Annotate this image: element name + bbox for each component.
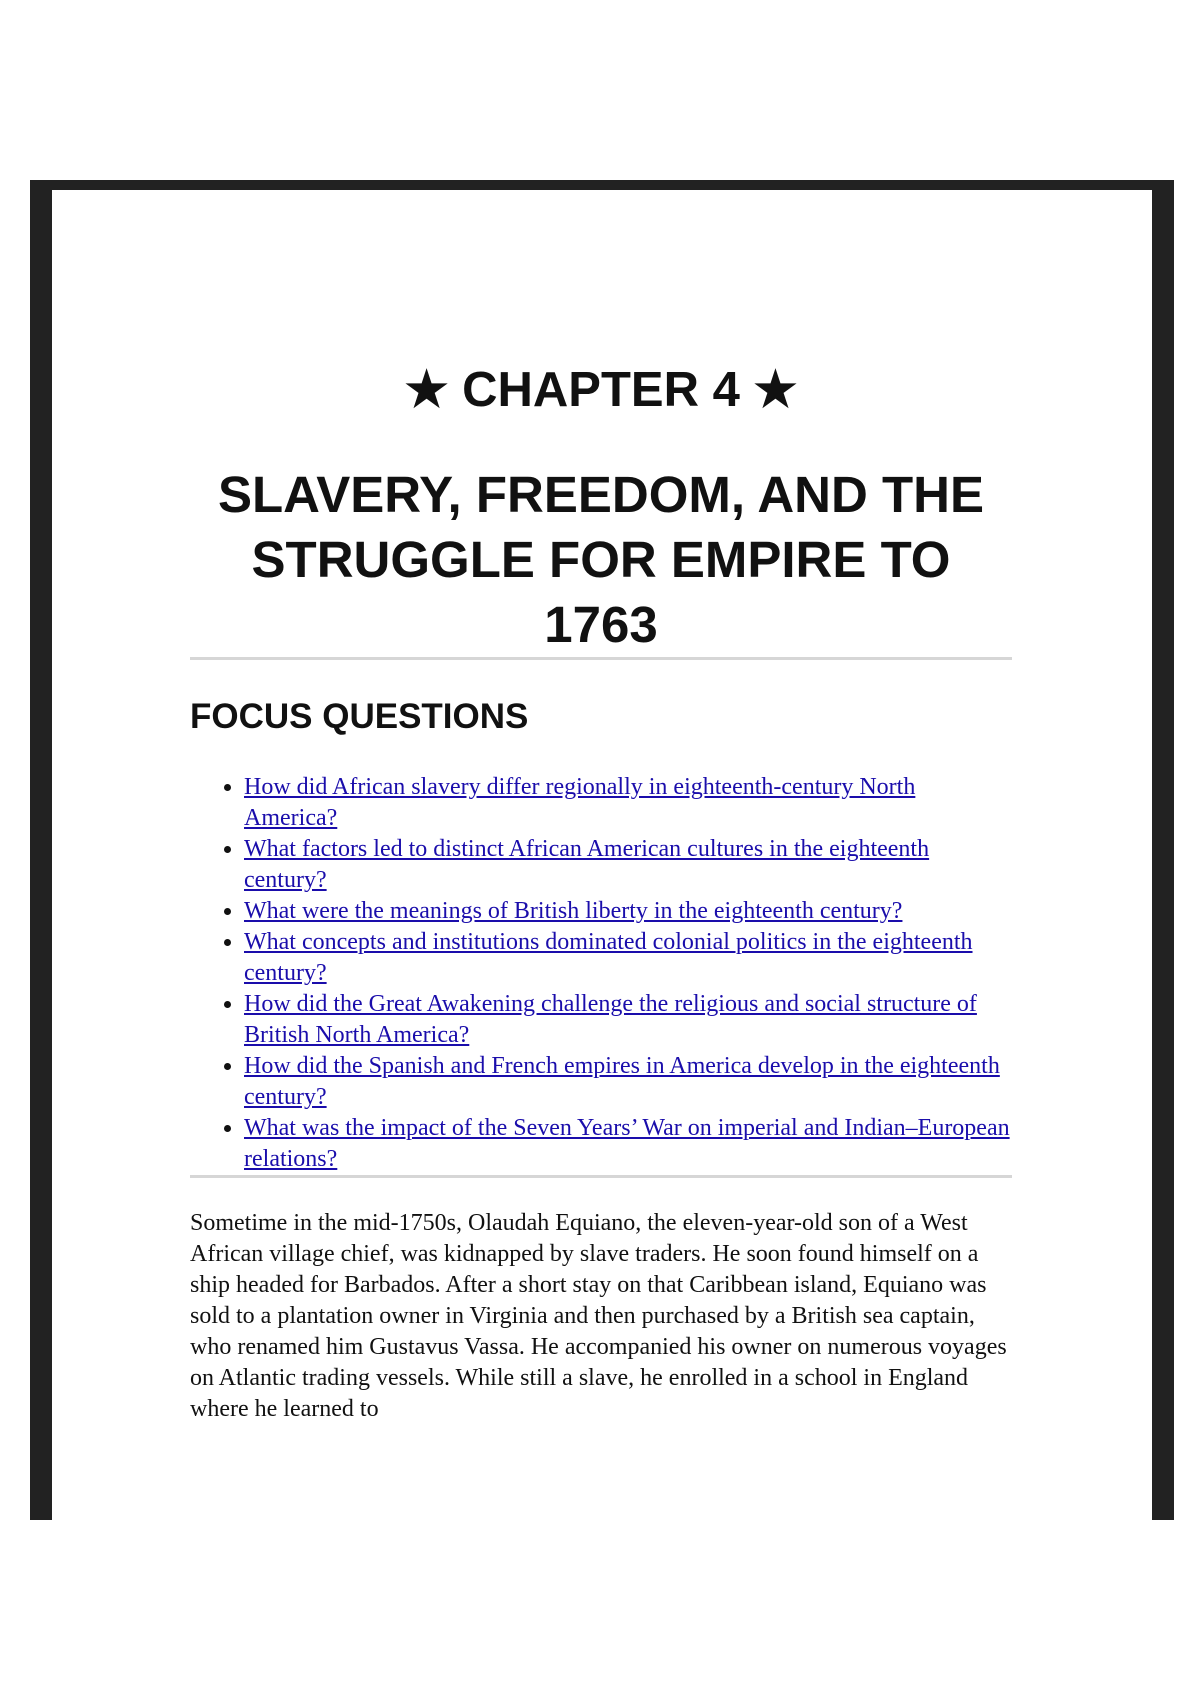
focus-question-link-6[interactable]: How did the Spanish and French empires in America develop in the eighteenth century?	[244, 1053, 1000, 1110]
focus-question-link-7[interactable]: What was the impact of the Seven Years’ War on imperial and Indian–European relations?	[244, 1115, 1010, 1172]
list-item	[244, 927, 1012, 989]
focus-question-link-2[interactable]: What factors led to distinct African American cultures in the eighteenth century?	[244, 836, 930, 893]
divider	[190, 657, 1012, 660]
list-item	[244, 1113, 1012, 1175]
page-frame	[30, 180, 1174, 1520]
page-content	[190, 190, 1012, 1425]
focus-question-link-4[interactable]: What concepts and institutions dominated colonial politics in the eighteenth century?	[244, 929, 973, 986]
chapter-label: ★ CHAPTER 4 ★	[404, 363, 798, 417]
divider	[190, 1175, 1012, 1178]
list-item	[244, 772, 1012, 834]
list-item	[244, 896, 1012, 927]
chapter-title: SLAVERY, FREEDOM, AND THE STRUGGLE FOR EMPIRE TO 1763	[218, 466, 984, 653]
focus-questions-heading: FOCUS QUESTIONS	[190, 697, 529, 736]
focus-question-link-1[interactable]: How did African slavery differ regionally in eighteenth-century North America?	[244, 774, 916, 831]
list-item	[244, 989, 1012, 1051]
focus-question-link-5[interactable]: How did the Great Awakening challenge the religious and social structure of British North America?	[244, 991, 977, 1048]
body-paragraph: Sometime in the mid-1750s, Olaudah Equiano, the eleven-year-old son of a West African village chief, was kidnapped by slave traders. He soon found himself on a ship headed for Barbados. After a short stay on that Caribbean island, Equiano was sold to a plantation owner in Virginia and then purchased by a British sea captain, who renamed him Gustavus Vassa. He accompanied his owner on numerous voyages on Atlantic trading vessels. While still a slave, he enrolled in a school in England where he learned to	[190, 1210, 1007, 1422]
list-item	[244, 834, 1012, 896]
document-page	[52, 190, 1152, 1520]
focus-question-link-3[interactable]: What were the meanings of British liberty in the eighteenth century?	[244, 898, 903, 924]
list-item	[244, 1051, 1012, 1113]
focus-questions-list	[190, 772, 1012, 1175]
